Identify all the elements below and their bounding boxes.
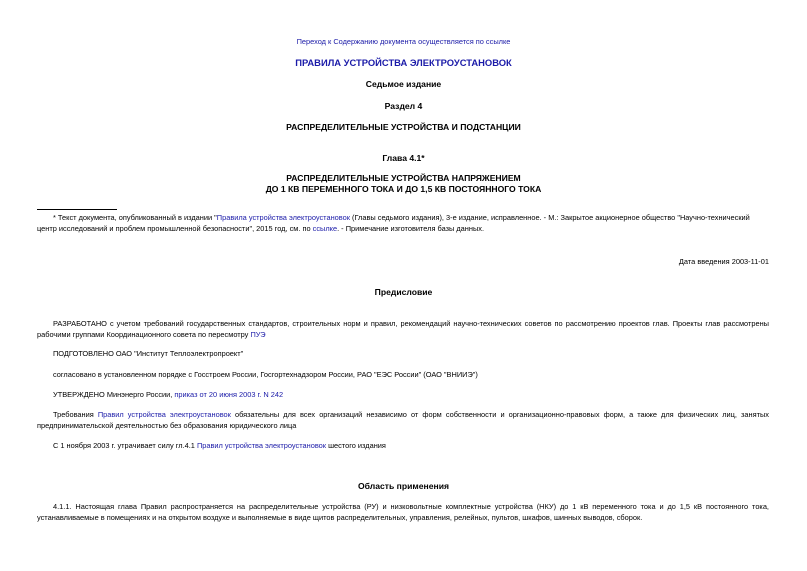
preface-p5-text-b: обязательны для всех организаций независимо от форм собственности и организационно-правовых форм, а также для физических лиц, занятых предпринимательской деятельностью без образования юридического лица [37,410,769,430]
footnote-text-1: * Текст документа, опубликованный в издании " [53,213,217,222]
preface-p4-text: УТВЕРЖДЕНО Минэнерго России, [53,390,175,399]
section-label: Раздел 4 [384,101,423,111]
rules-link-1[interactable]: Правил устройства электроустановок [97,410,231,419]
preface-p1-text: РАЗРАБОТАНО с учетом требований государственных стандартов, строительных норм и правил, рекомендаций научно-технических советов по рассмотрению проектов глав. Проекты глав рассмотрены рабочими группами Координационного совета по пересмотру [37,319,769,339]
effective-date: Дата введения 2003-11-01 [678,257,769,266]
preface-paragraph-5 [37,409,769,431]
section-title: РАСПРЕДЕЛИТЕЛЬНЫЕ УСТРОЙСТВА И ПОДСТАНЦИИ [286,122,521,132]
edition-label: Седьмое издание [365,79,442,89]
preface-p6-text-b: шестого издания [326,441,386,450]
rules-link-2[interactable]: Правил устройства электроустановок [196,441,327,450]
chapter-title-line-2: ДО 1 КВ ПЕРЕМЕННОГО ТОКА И ДО 1,5 КВ ПОСТОЯННОГО ТОКА [265,184,542,194]
order-link[interactable]: приказ от 20 июня 2003 г. N 242 [174,390,284,399]
footnote-link-ref[interactable]: ссылке [312,224,338,233]
footnote-separator [37,209,117,210]
preface-p5-text-a: Требования [53,410,98,419]
scope-paragraph-1: 4.1.1. Настоящая глава Правил распространяется на распределительные устройства (РУ) и низковольтные комплектные устройства (НКУ) до 1 кВ переменного тока и до 1,5 кВ постоянного тока, устанавливаемые в помещениях и на открытом воздухе и выполняемые в виде щитов распределительных, управления, релейных, пультов, шкафов, шинных выводов, сборок. [37,502,769,522]
toc-link[interactable]: Переход к Содержанию документа осуществляется по ссылке [296,37,511,46]
preface-paragraph-6 [37,440,769,451]
pue-link[interactable]: ПУЭ [250,330,266,339]
preface-paragraph-3: согласовано в установленном порядке с Госстроем России, Госгортехнадзором России, РАО "ЕЭС России" (ОАО "ВНИИЭ") [53,370,478,379]
footnote-text-3: . - Примечание изготовителя базы данных. [337,224,485,233]
preface-paragraph-2: ПОДГОТОВЛЕНО ОАО "Институт Теплоэлектропроект" [53,349,244,358]
document-title[interactable]: ПРАВИЛА УСТРОЙСТВА ЭЛЕКТРОУСТАНОВОК [295,57,512,68]
preface-heading: Предисловие [374,287,433,297]
preface-paragraph-4 [37,389,769,400]
footnote-text-2: (Главы седьмого издания), 3-е издание, исправленное. - М.: Закрытое акционерное общество "Научно-технический центр исследований и проблем промышленной безопасности", 2015 год, см. по [37,213,750,233]
scope-heading: Область применения [358,481,449,491]
footnote [37,212,769,234]
chapter-title-line-1: РАСПРЕДЕЛИТЕЛЬНЫЕ УСТРОЙСТВА НАПРЯЖЕНИЕМ [286,173,521,183]
footnote-link-rules[interactable]: Правила устройства электроустановок [216,213,350,222]
preface-paragraph-1 [37,318,769,340]
chapter-label: Глава 4.1* [382,153,425,163]
preface-p6-text-a: С 1 ноября 2003 г. утрачивает силу гл.4.1 [53,441,197,450]
